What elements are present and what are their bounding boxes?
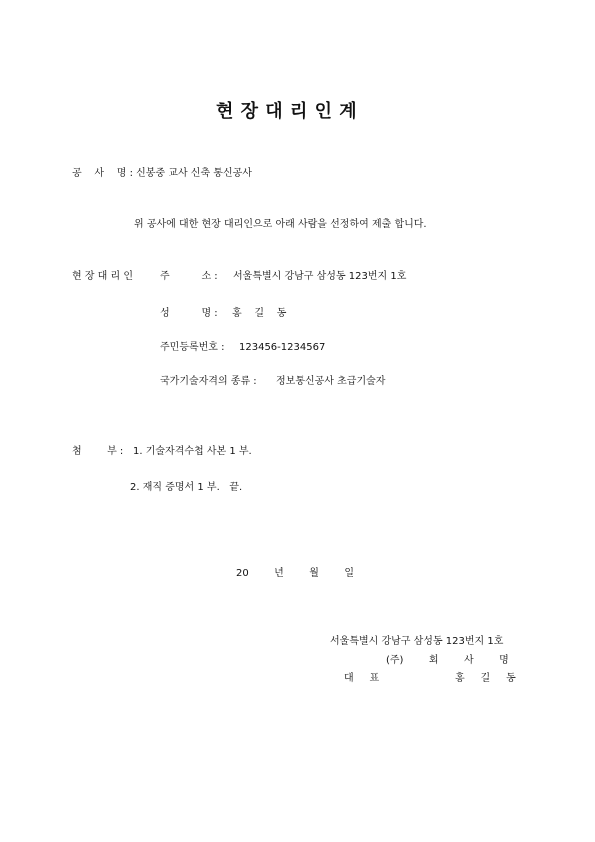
agent-qualification-label: 국가기술자격의 종류 : bbox=[160, 376, 257, 387]
agent-name-label: 성 명 : bbox=[160, 308, 218, 319]
agent-id-value: 123456-1234567 bbox=[239, 342, 326, 353]
intro-paragraph: 위 공사에 대한 현장 대리인으로 아래 사람을 선정하여 제출 합니다. bbox=[134, 219, 427, 230]
representative-label: 대 표 bbox=[344, 673, 380, 684]
agent-address-label: 주 소 : bbox=[160, 271, 218, 282]
agent-address-value: 서울특별시 강남구 삼성동 123번지 1호 bbox=[233, 271, 407, 282]
agent-name-value: 홍 길 동 bbox=[232, 308, 287, 319]
attachments-label: 첨 부 : bbox=[72, 446, 124, 457]
agent-section-label: 현 장 대 리 인 bbox=[72, 271, 134, 282]
agent-id-label: 주민등록번호 : bbox=[160, 342, 225, 353]
representative-name: 홍 길 동 bbox=[455, 673, 516, 684]
company-address: 서울특별시 강남구 삼성동 123번지 1호 bbox=[330, 636, 504, 647]
attachment-item-1: 1. 기술자격수첩 사본 1 부. bbox=[133, 446, 252, 457]
document-title: 현 장 대 리 인 계 bbox=[216, 101, 358, 122]
agent-qualification-value: 정보통신공사 초급기술자 bbox=[276, 376, 386, 387]
attachment-item-2: 2. 재직 증명서 1 부. 끝. bbox=[130, 482, 243, 493]
date-line: 20 년 월 일 bbox=[236, 568, 354, 579]
company-name: (주) 회 사 명 bbox=[386, 655, 509, 666]
project-name-line: 공 사 명 : 신봉중 교사 신축 통신공사 bbox=[72, 168, 252, 179]
